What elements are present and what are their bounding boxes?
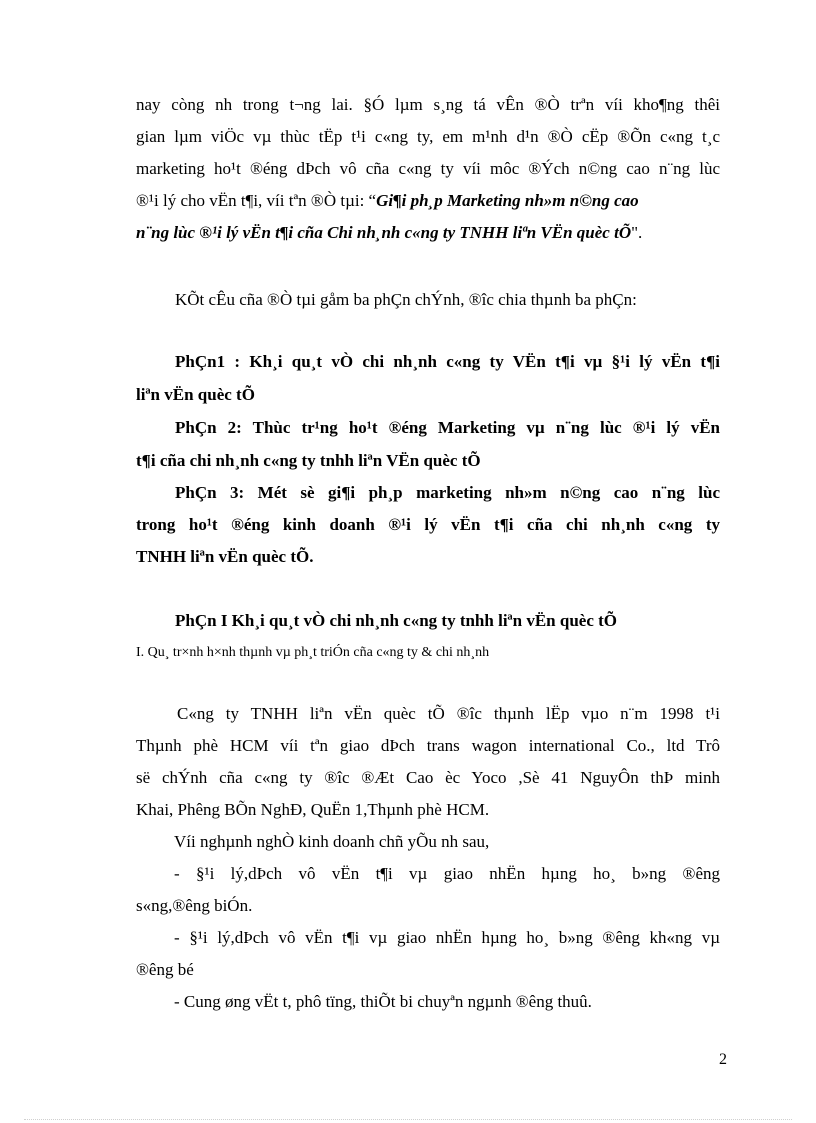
intro-line-4-prefix: ®¹i lý cho vËn t¶i, víi tªn ®Ò tµi: “ (136, 191, 377, 210)
body-line-2: Thµnh phè HCM víi tªn giao dÞch trans wagon international Co., ltd Trô (136, 736, 720, 755)
intro-line-2: gian lµm viÖc vµ thùc tËp t¹i c«ng ty, em m¹nh d¹n ®Ò cËp ®Õn c«ng t¸c (136, 127, 720, 146)
part-3-line-2: trong ho¹t ®éng kinh doanh ®¹i lý vËn t¶i cña chi nh¸nh c«ng ty (136, 515, 720, 534)
intro-line-1: nay còng nh trong t¬ng lai. §Ó lµm s¸ng tá vÊn ®Ò trªn víi kho¶ng thêi (136, 95, 720, 114)
body-line-5: Víi nghµnh nghÒ kinh doanh chñ yÕu nh sau, (174, 832, 490, 851)
intro-line-5 (136, 223, 720, 243)
intro-line-4 (136, 191, 720, 211)
body-line-3: së chÝnh cña c«ng ty ®îc ®Æt Cao èc Yoco ,Sè 41 NguyÔn thÞ minh (136, 768, 720, 787)
thesis-title-part-1: Gi¶i ph¸p Marketing nh»m n©ng cao (376, 191, 639, 210)
thesis-title-part-2: n¨ng lùc ®¹i lý vËn t¶i cña Chi nh¸nh c«ng ty TNHH liªn VËn quèc tÕ (136, 223, 632, 242)
body-line-1: C«ng ty TNHH liªn vËn quèc tÕ ®îc thµnh lËp vµo n¨m 1998 t¹i (177, 704, 720, 723)
part-3-line-1: PhÇn 3: Mét sè gi¶i ph¸p marketing nh»m n©ng cao n¨ng lùc (175, 483, 720, 502)
part-1-line-2: liªn vËn quèc tÕ (136, 385, 255, 404)
section-heading: PhÇn I Kh¸i qu¸t vÒ chi nh¸nh c«ng ty tnhh liªn vËn quèc tÕ (175, 611, 618, 630)
subsection-heading: I. Qu¸ tr×nh h×nh thµnh vµ ph¸t triÓn cña c«ng ty & chi nh¸nh (136, 645, 490, 660)
page-bottom-rule (24, 1119, 792, 1120)
body-line-9: ®êng bé (136, 960, 194, 979)
intro-line-3: marketing ho¹t ®éng dÞch vô cña c«ng ty víi môc ®Ých n©ng cao n¨ng lùc (136, 159, 720, 178)
part-3-line-3: TNHH liªn vËn quèc tÕ. (136, 547, 314, 566)
part-2-line-1: PhÇn 2: Thùc tr¹ng ho¹t ®éng Marketing vµ n¨ng lùc ®¹i lý vËn (175, 418, 720, 437)
part-1-line-1: PhÇn1 : Kh¸i qu¸t vÒ chi nh¸nh c«ng ty VËn t¶i vµ §¹i lý vËn t¶i (175, 352, 720, 371)
structure-intro: KÕt cÊu cña ®Ò tµi gåm ba phÇn chÝnh, ®îc chia thµnh ba phÇn: (175, 290, 637, 309)
page-number: 2 (719, 1051, 727, 1068)
body-line-7: s«ng,®êng biÓn. (136, 896, 253, 915)
part-2-line-2: t¶i cña chi nh¸nh c«ng ty tnhh liªn VËn quèc tÕ (136, 451, 481, 470)
body-line-4: Khai, Phêng BÕn NghÐ, QuËn 1,Thµnh phè HCM. (136, 800, 490, 819)
body-line-8: - §¹i lý,dÞch vô vËn t¶i vµ giao nhËn hµng ho¸ b»ng ®êng kh«ng vµ (174, 928, 720, 947)
intro-line-5-suffix: ". (631, 223, 643, 242)
body-line-6: - §¹i lý,dÞch vô vËn t¶i vµ giao nhËn hµng ho¸ b»ng ®êng (174, 864, 720, 883)
body-line-10: - Cung øng vËt t, phô tïng, thiÕt bi chuyªn ngµnh ®êng thuû. (174, 992, 592, 1011)
